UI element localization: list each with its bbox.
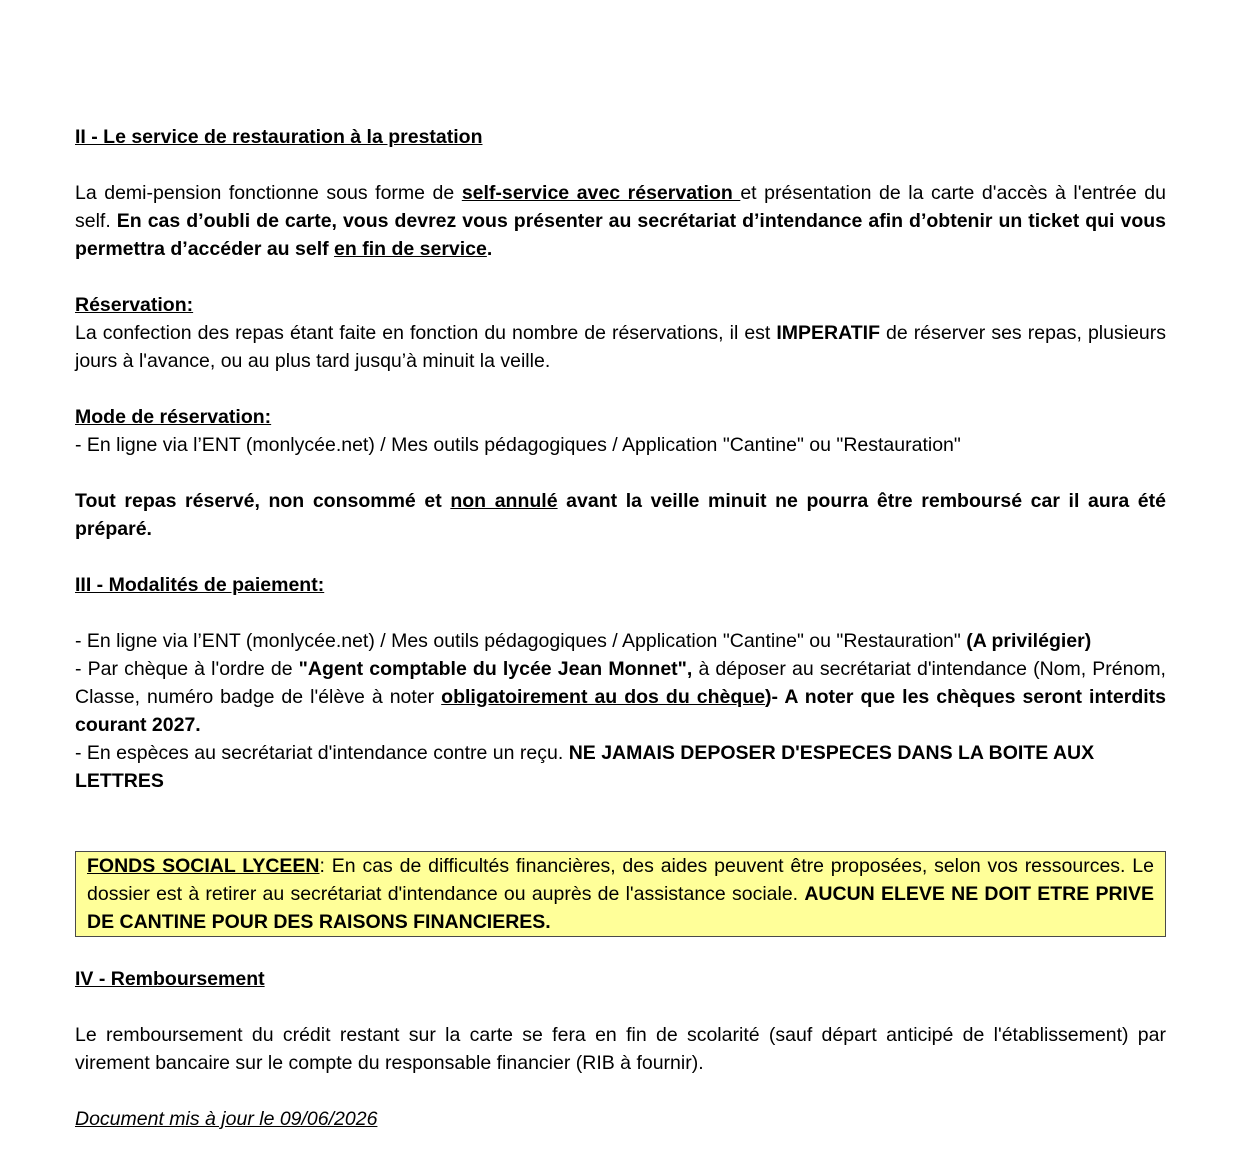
section-2-intro [75,179,1166,263]
payment-cash-text: - En espèces au secrétariat d'intendance contre un reçu. [75,742,569,764]
payment-cash [75,739,1166,795]
reservation-text-3: de réserver ses repas, plusieurs jours à l'avance, ou au plus tard jusqu’à minuit la veille. [75,322,1166,372]
section-3-title: III - Modalités de paiement: [75,574,325,596]
payment-cheque [75,655,1166,739]
intro-text-1: La demi-pension fonctionne sous forme de [75,182,462,204]
fonds-social-label: FONDS SOCIAL LYCEEN [87,855,320,877]
intro-self-service: self-service avec réservation [461,182,741,204]
warning-text-3: avant la veille minuit ne pourra être remboursé car il aura été préparé. [75,490,1166,540]
fonds-social-text-1: : En cas de difficultés financières, des aides peuvent être proposées, selon vos ressources. Le dossier est à retirer au secrétariat d'intendance ou auprès de l'assistance sociale. [87,855,1154,905]
document-updated-date: Document mis à jour le 09/06/2026 [75,1108,378,1130]
fonds-social-box [75,851,1166,937]
reservation-title: Réservation: [75,294,194,316]
reservation-text-1: La confection des repas étant faite en fonction du nombre de réservations, il est [75,322,777,344]
payment-cheque-end: )- A noter que les chèques seront interdits courant 2027. [75,686,1166,736]
refund-text: Le remboursement du crédit restant sur la carte se fera en fin de scolarité (sauf départ anticipé de l'établissement) par virement bancaire sur le compte du responsable financier (RIB à fournir). [75,1024,1166,1074]
mode-reservation-line: - En ligne via l’ENT (monlycée.net) / Mes outils pédagogiques / Application "Cantine" ou "Restauration" [75,434,961,456]
payment-cash-warning: NE JAMAIS DEPOSER D'ESPECES DANS LA BOITE AUX LETTRES [75,742,1095,792]
payment-cheque-mandatory: obligatoirement au dos du chèque [441,686,766,708]
mode-reservation-title: Mode de réservation: [75,406,272,428]
payment-cheque-text-3: à déposer au secrétariat d'intendance (Nom, Prénom, Classe, numéro badge de l'élève à noter [75,658,1166,708]
section-2-title: II - Le service de restauration à la prestation [75,126,483,148]
intro-period: . [486,238,493,260]
payment-cheque-text-1: - Par chèque à l'ordre de [75,658,299,680]
payment-online-preferred: (A privilégier) [966,630,1092,652]
payment-online [75,627,1166,655]
intro-end-of-service: en fin de service [334,238,487,260]
intro-card-warning: En cas d’oubli de carte, vous devrez vous présenter au secrétariat d’intendance afin d’obtenir un ticket qui vous permettra d’accéder au self [75,210,1166,260]
payment-cheque-payee: "Agent comptable du lycée Jean Monnet", [298,658,693,680]
fonds-social-text [87,852,1154,936]
intro-text-3: et présentation de la carte d'accès à l'entrée du self. [75,182,1166,232]
reservation-text [75,319,1166,375]
fonds-social-warning: AUCUN ELEVE NE DOIT ETRE PRIVE DE CANTINE POUR DES RAISONS FINANCIERES. [87,883,1154,933]
payment-online-text: - En ligne via l’ENT (monlycée.net) / Mes outils pédagogiques / Application "Cantine" ou "Restauration" [75,630,967,652]
reservation-imperatif: IMPERATIF [776,322,881,344]
warning-non-annule: non annulé [450,490,558,512]
section-4-title: IV - Remboursement [75,968,265,990]
warning-text-1: Tout repas réservé, non consommé et [75,490,451,512]
non-cancelled-warning [75,487,1166,543]
document-page [75,123,1166,1133]
